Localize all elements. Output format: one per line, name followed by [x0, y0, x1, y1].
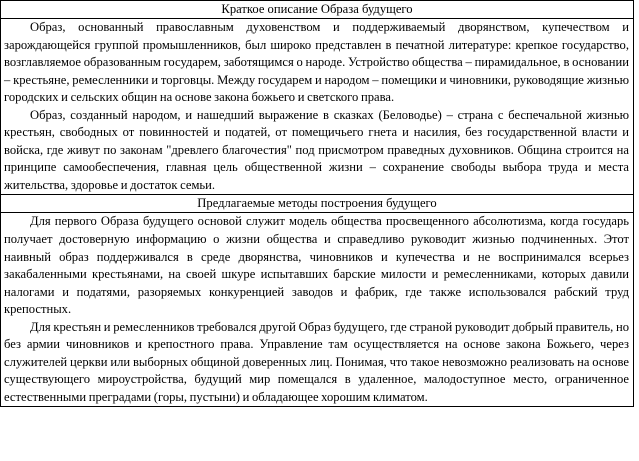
section-heading-methods: Предлагаемые методы построения будущего	[1, 195, 634, 213]
section-body-methods	[1, 213, 634, 407]
section-body-row	[1, 19, 634, 195]
paragraph-folk-image: Образ, созданный народом, и нашедший выражение в сказках (Беловодье) – страна с беспечальной жизнью крестьян, свободных от повинностей и податей, от помещичьего гнета и насилия, без государственной власти и войска, где живут по законам "древлего благочестия" под присмотром праведных духовников. Община строится на принципе самообеспечения, главная цель общественной жизни – сохранение свободы выбора труда и места жительства, здоровье и достаток семьи.	[4, 107, 629, 192]
paragraph-enlightened-absolutism: Для первого Образа будущего основой служит модель общества просвещенного абсолютизма, когда государь получает достоверную информацию о жизни общества и справедливо руководит жизнью подчиненных. Этот наивный образ поддерживался в среде дворянства, чиновников и купечества и не воспринимался всерьез закабаленными крестьянами, на своей шкуре испытавших барские милости и ремесленниками, которых давили налогами и податями, разоряемых конкуренцией заводов и фабрик, где также использовался рабский труд крепостных.	[4, 214, 629, 317]
section-heading-description: Краткое описание Образа будущего	[1, 1, 634, 19]
section-heading-row	[1, 1, 634, 19]
section-body-row	[1, 213, 634, 407]
section-heading-row	[1, 195, 634, 213]
paragraph-peasant-image: Для крестьян и ремесленников требовался другой Образ будущего, где страной руководит добрый правитель, но без армии чиновников и крепостного права. Управление там осуществляется на основе закона Божьего, через служителей церкви или выборных общиной доверенных лиц. Понимая, что такое невозможно реализовать на основе существующего мироустройства, будущий мир помещался в удаленное, малодоступное место, ограниченное естественными преградами (горы, пустыни) и обладающее хорошим климатом.	[4, 319, 629, 404]
section-body-description	[1, 19, 634, 195]
paragraph-official-image: Образ, основанный православным духовенством и поддерживаемый дворянством, купечеством и зарождающейся группой промышленников, был широко представлен в печатной литературе: крепкое государство, возглавляемое образованным государем, заботящимся о народе. Устройство общества – пирамидальное, в основании – крестьяне, ремесленники и торговцы. Между государем и народом – помещики и чиновники, руководящие жизнью городских и сельских общин на основе закона божьего и светского права.	[4, 20, 629, 105]
